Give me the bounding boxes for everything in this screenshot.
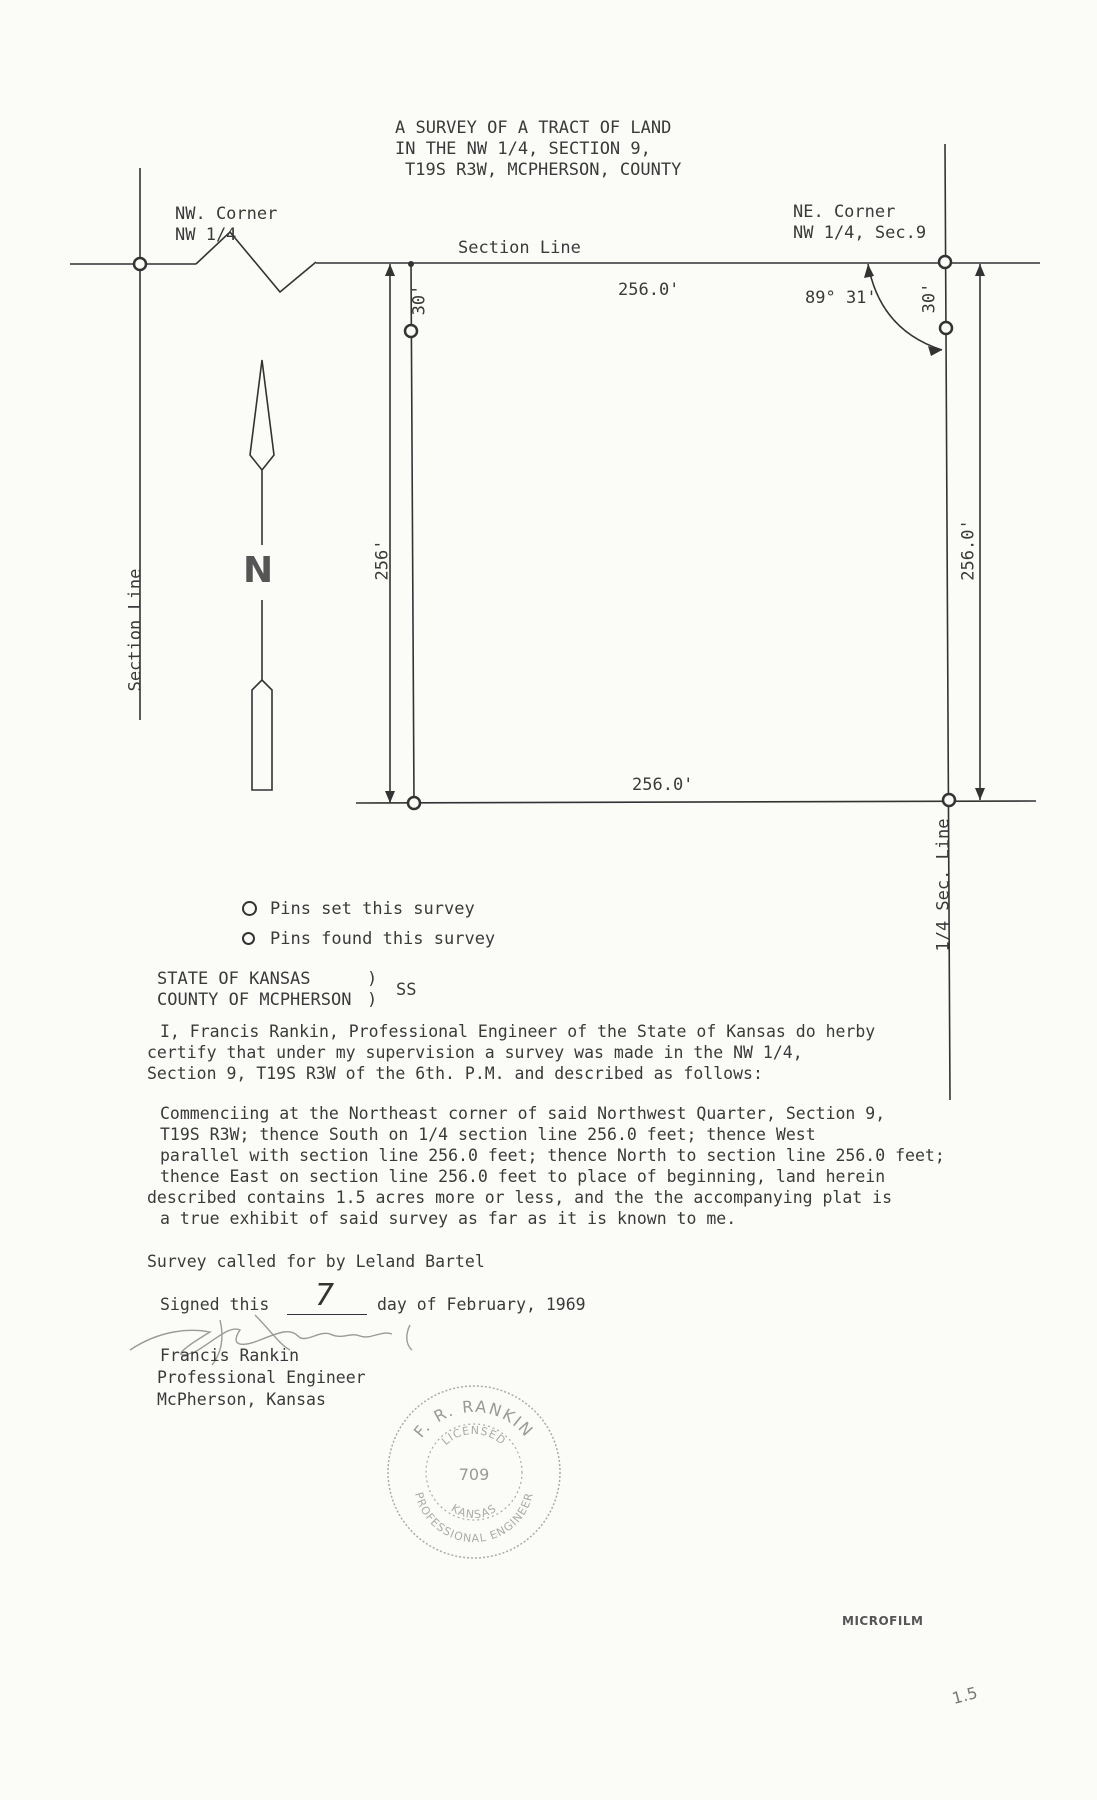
north-arrow-head <box>250 360 274 470</box>
seal-bottom-text: PROFESSIONAL ENGINEER <box>412 1490 536 1546</box>
ne-corner-label: NE. Corner <box>793 202 896 222</box>
margin-note: 1.5 <box>949 1683 980 1708</box>
signer-location: McPherson, Kansas <box>157 1390 326 1409</box>
dim-bottom-label: 256.0' <box>632 775 694 795</box>
ne-corner-label-2: NW 1/4, Sec.9 <box>793 223 927 243</box>
signed-suffix: day of February, 1969 <box>377 1295 586 1314</box>
description-line-3: parallel with section line 256.0 feet; thence North to section line 256.0 feet; <box>160 1146 945 1165</box>
seal-state-text: KANSAS <box>448 1501 500 1522</box>
pins-set-symbol <box>242 901 257 916</box>
survey-called-for: Survey called for by Leland Bartel <box>147 1252 485 1271</box>
section-line-top-label: Section Line <box>458 238 581 258</box>
engineer-seal <box>384 1382 564 1562</box>
venue-bracket-2: ) <box>367 990 378 1010</box>
pins-found-label: Pins found this survey <box>270 929 496 949</box>
venue-state: STATE OF KANSAS <box>157 969 311 989</box>
certification-line-3: Section 9, T19S R3W of the 6th. P.M. and described as follows: <box>147 1064 763 1083</box>
venue-bracket: ) <box>367 969 378 989</box>
dim-left-label: 256' <box>372 539 393 581</box>
signer-name: Francis Rankin <box>160 1346 300 1365</box>
seal-top-text: F. R. RANKIN <box>409 1396 538 1442</box>
pins-set-label: Pins set this survey <box>270 899 475 919</box>
pin-se-corner <box>943 794 955 806</box>
dim-right-label: 256.0' <box>958 519 979 581</box>
seal-number: 709 <box>458 1465 490 1484</box>
certification-line-2: certify that under my supervision a survey was made in the NW 1/4, <box>147 1043 803 1062</box>
pin-ne-corner <box>939 256 951 268</box>
north-label: N <box>243 550 274 591</box>
pin-nw-corner <box>134 258 146 270</box>
section-line-left-label: Section Line <box>125 568 146 692</box>
nw-corner-label: NW. Corner <box>175 204 278 224</box>
venue-county: COUNTY OF MCPHERSON <box>157 990 352 1010</box>
quarter-section-line <box>945 144 950 1100</box>
description-line-4: thence East on section line 256.0 feet to place of beginning, land herein <box>160 1167 886 1186</box>
title-line-2: IN THE NW 1/4, SECTION 9, <box>395 139 651 159</box>
description-line-2: T19S R3W; thence South on 1/4 section line 256.0 feet; thence West <box>160 1125 816 1144</box>
quarter-sec-line-label: 1/4 Sec. Line <box>933 818 954 952</box>
title-line-1: A SURVEY OF A TRACT OF LAND <box>395 118 672 138</box>
angle-label: 89° 31' <box>805 288 877 308</box>
certification-line-1: I, Francis Rankin, Professional Engineer of the State of Kansas do herby <box>160 1022 876 1041</box>
signed-prefix: Signed this <box>160 1295 270 1314</box>
pin-east-offset <box>940 322 952 334</box>
pin-west-offset <box>405 325 417 337</box>
nw-corner-label-2: NW 1/4 <box>175 225 237 245</box>
offset-left-label: 30' <box>409 284 430 316</box>
venue-ss: SS <box>396 980 417 1000</box>
signed-day: 7 <box>315 1278 335 1313</box>
dim-top-label: 256.0' <box>618 280 680 300</box>
pins-found-symbol <box>242 932 255 945</box>
signer-title: Professional Engineer <box>157 1368 366 1387</box>
title-line-3: T19S R3W, MCPHERSON, COUNTY <box>405 160 682 180</box>
tract-south-side <box>356 801 1036 803</box>
description-line-6: a true exhibit of said survey as far as it is known to me. <box>160 1209 737 1228</box>
offset-right-label: 30' <box>919 282 940 314</box>
north-arrow-tail <box>252 680 272 790</box>
pin-sw-corner <box>408 797 420 809</box>
description-line-5: described contains 1.5 acres more or less, and the the accompanying plat is <box>147 1188 893 1207</box>
microfilm-stamp: MICROFILM <box>842 1614 924 1628</box>
tract-west-side <box>411 264 414 803</box>
seal-inner-text: LICENSED <box>439 1423 509 1448</box>
description-line-1: Commenciing at the Northeast corner of said Northwest Quarter, Section 9, <box>160 1104 886 1123</box>
